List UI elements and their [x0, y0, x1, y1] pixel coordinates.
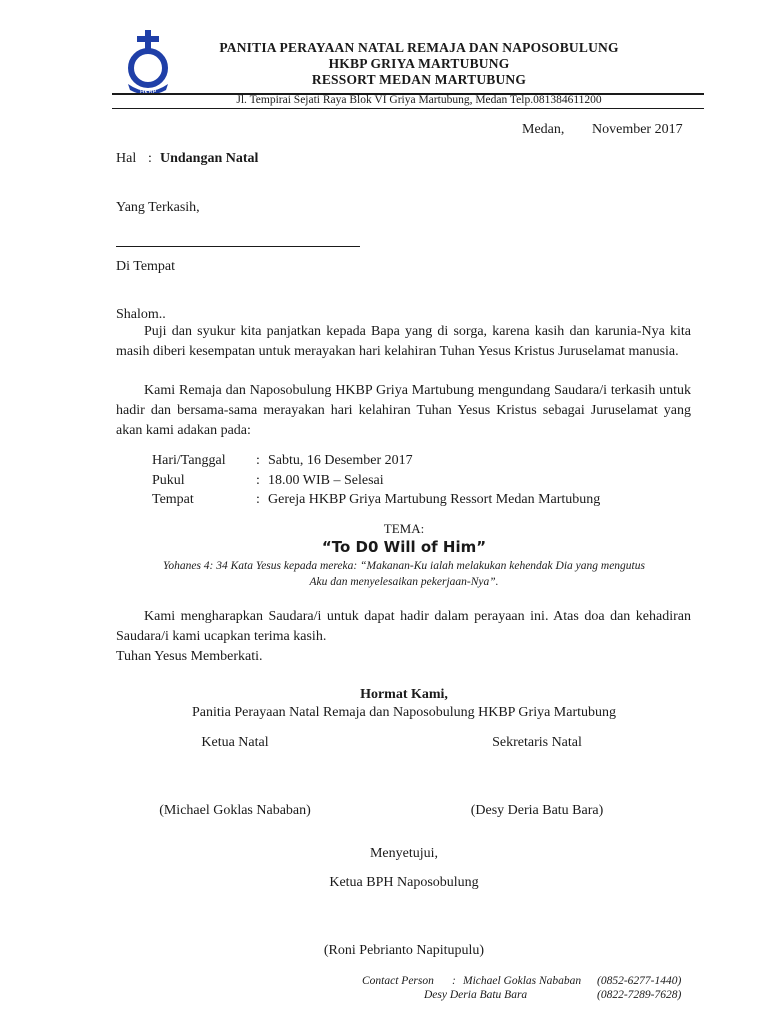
- secretary-title: Sekretaris Natal: [492, 735, 582, 750]
- place: Di Tempat: [116, 259, 176, 274]
- salutation: Yang Terkasih,: [116, 200, 200, 215]
- theme-verse-line1: Yohanes 4: 34 Kata Yesus kepada mereka: “Makanan-Ku ialah melakukan kehendak Dia yang mengutus: [163, 560, 645, 572]
- date-month-year: November 2017: [592, 122, 683, 137]
- theme-label: TEMA:: [383, 521, 425, 536]
- paragraph-2: Kami Remaja dan Naposobulung HKBP Griya Martubung mengundang Saudara/i terkasih untuk hadir dan bersama-sama merayakan hari kelahiran Tuhan Yesus Kristus sebagai Juruselamat yang akan kami adakan pada:: [116, 383, 691, 438]
- regards: Hormat Kami,: [360, 687, 448, 702]
- approval: Menyetujui,: [369, 846, 439, 861]
- date-city: Medan,: [522, 122, 565, 137]
- paragraph-1: Puji dan syukur kita panjatkan kepada Bapa yang di sorga, karena kasih dan karunia-Nya kita masih diberi kesempatan untuk merayakan hari kelahiran Tuhan Yesus Kristus Juruselamat manusia.: [116, 324, 691, 359]
- detail-value-date: Sabtu, 16 Desember 2017: [268, 453, 413, 468]
- chair-title: Ketua Natal: [201, 735, 269, 750]
- detail-colon: :: [256, 453, 260, 468]
- hkbp-logo: [122, 28, 174, 98]
- detail-colon: :: [256, 473, 260, 488]
- detail-value-place: Gereja HKBP Griya Martubung Ressort Medan Martubung: [268, 492, 601, 507]
- contact-name-1: Michael Goklas Nababan: [463, 975, 582, 987]
- letterhead-address: Jl. Tempirai Sejati Raya Blok VI Griya Martubung, Medan Telp.081384611200: [236, 94, 602, 106]
- chair-name: (Michael Goklas Nababan): [159, 803, 311, 818]
- letterhead-line2: HKBP GRIYA MARTUBUNG: [328, 56, 510, 71]
- contact-phone-1: (0852-6277-1440): [597, 975, 682, 987]
- header-rule-bottom: [112, 108, 704, 109]
- paragraph-3: Kami mengharapkan Saudara/i untuk dapat hadir dalam perayaan ini. Atas doa dan kehadiran Saudara/i kami ucapkan terima kasih.: [116, 609, 691, 644]
- subject-colon: :: [148, 151, 152, 166]
- contact-name-2: Desy Deria Batu Bara: [424, 989, 528, 1001]
- letterhead-line1: PANITIA PERAYAAN NATAL REMAJA DAN NAPOSOBULUNG: [219, 40, 619, 55]
- recipient-blank-line: [116, 246, 360, 247]
- committee-name: Panitia Perayaan Natal Remaja dan Naposobulung HKBP Griya Martubung: [191, 705, 617, 720]
- theme-verse: [116, 558, 692, 590]
- subject-value: Undangan Natal: [160, 151, 259, 166]
- detail-label-place: Tempat: [152, 492, 194, 507]
- contact-label: Contact Person: [362, 975, 434, 987]
- contact-phone-2: (0822-7289-7628): [597, 989, 682, 1001]
- detail-colon: :: [256, 492, 260, 507]
- detail-label-date: Hari/Tanggal: [152, 453, 226, 468]
- theme-title: “To D0 Will of Him”: [321, 538, 487, 556]
- approver-name: (Roni Pebrianto Napitupulu): [323, 943, 485, 958]
- theme-verse-line2: Aku dan menyelesaikan pekerjaan-Nya”.: [309, 576, 499, 588]
- secretary-name: (Desy Deria Batu Bara): [470, 803, 604, 818]
- subject-label: Hal: [116, 151, 137, 166]
- blessing: Tuhan Yesus Memberkati.: [116, 649, 263, 664]
- greeting: Shalom..: [116, 307, 166, 322]
- detail-value-time: 18.00 WIB – Selesai: [268, 473, 384, 488]
- letterhead-line3: RESSORT MEDAN MARTUBUNG: [311, 72, 527, 87]
- approver-title: Ketua BPH Naposobulung: [329, 875, 479, 890]
- contact-colon: :: [452, 975, 456, 987]
- detail-label-time: Pukul: [152, 473, 185, 488]
